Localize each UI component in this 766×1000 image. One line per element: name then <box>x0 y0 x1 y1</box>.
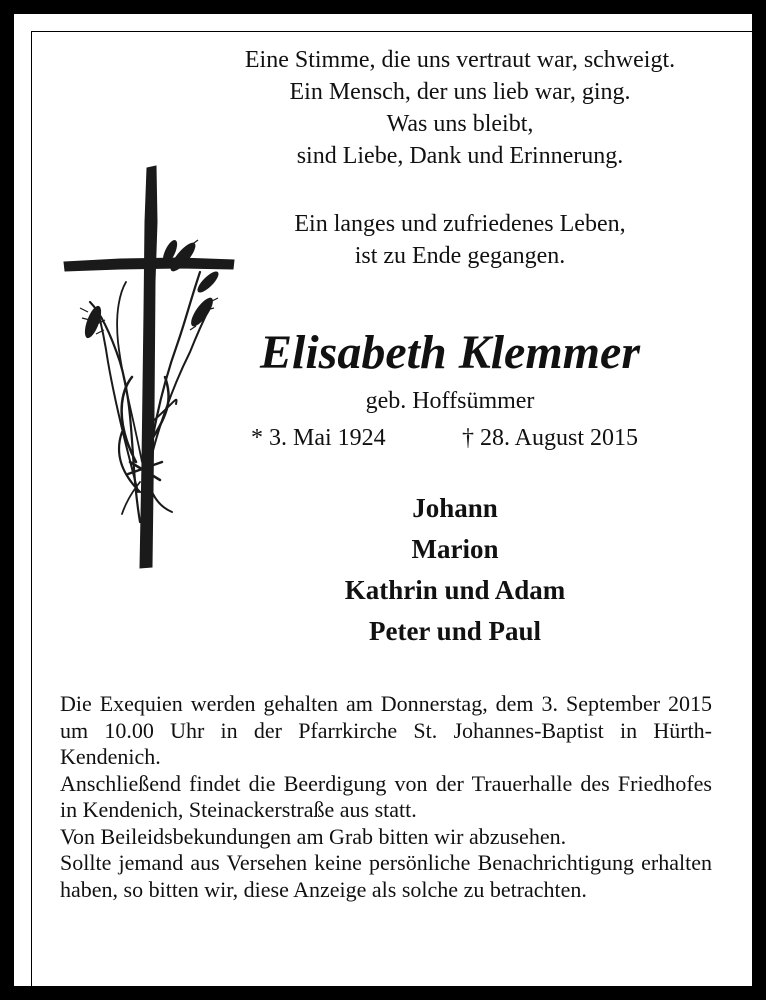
notice-paragraph: Sollte jemand aus Versehen keine persönliche Benachrichtigung erhalten haben, so bitten wir, diese Anzeige als solche zu betrachten. <box>60 850 712 902</box>
poem-line: Eine Stimme, die uns vertraut war, schweigt. <box>244 47 676 73</box>
notice-paragraph: Die Exequien werden gehalten am Donnerstag, dem 3. September 2015 um 10.00 Uhr in der Pfarrkirche St. Johannes-Baptist in Hürth-Kendenich. <box>60 691 712 769</box>
birth-date: * 3. Mai 1924 <box>251 425 386 451</box>
funeral-notice <box>60 691 712 903</box>
family-member: Marion <box>411 534 499 564</box>
death-date: † 28. August 2015 <box>462 425 639 451</box>
family-member: Kathrin und Adam <box>344 575 566 605</box>
poem-stanza-2 <box>180 208 740 272</box>
poem-line: ist zu Ende gegangen. <box>354 243 566 269</box>
family-member: Johann <box>412 493 498 523</box>
notice-paragraph: Von Beileidsbekundungen am Grab bitten wir abzusehen. <box>60 823 567 849</box>
deceased-name: Elisabeth Klemmer <box>259 326 640 379</box>
poem-line: Ein langes und zufriedenes Leben, <box>294 211 626 237</box>
family-member: Peter und Paul <box>368 616 541 646</box>
notice-paragraph: Anschließend findet die Beerdigung von der Trauerhalle des Friedhofes in Kendenich, Steinackerstraße aus statt. <box>60 770 712 822</box>
poem-stanza-1 <box>180 44 740 172</box>
poem-line: Was uns bleibt, <box>386 111 534 137</box>
family-members <box>200 488 710 652</box>
poem-line: sind Liebe, Dank und Erinnerung. <box>296 143 624 169</box>
maiden-name: geb. Hoffsümmer <box>365 388 535 414</box>
poem-line: Ein Mensch, der uns lieb war, ging. <box>289 79 631 105</box>
